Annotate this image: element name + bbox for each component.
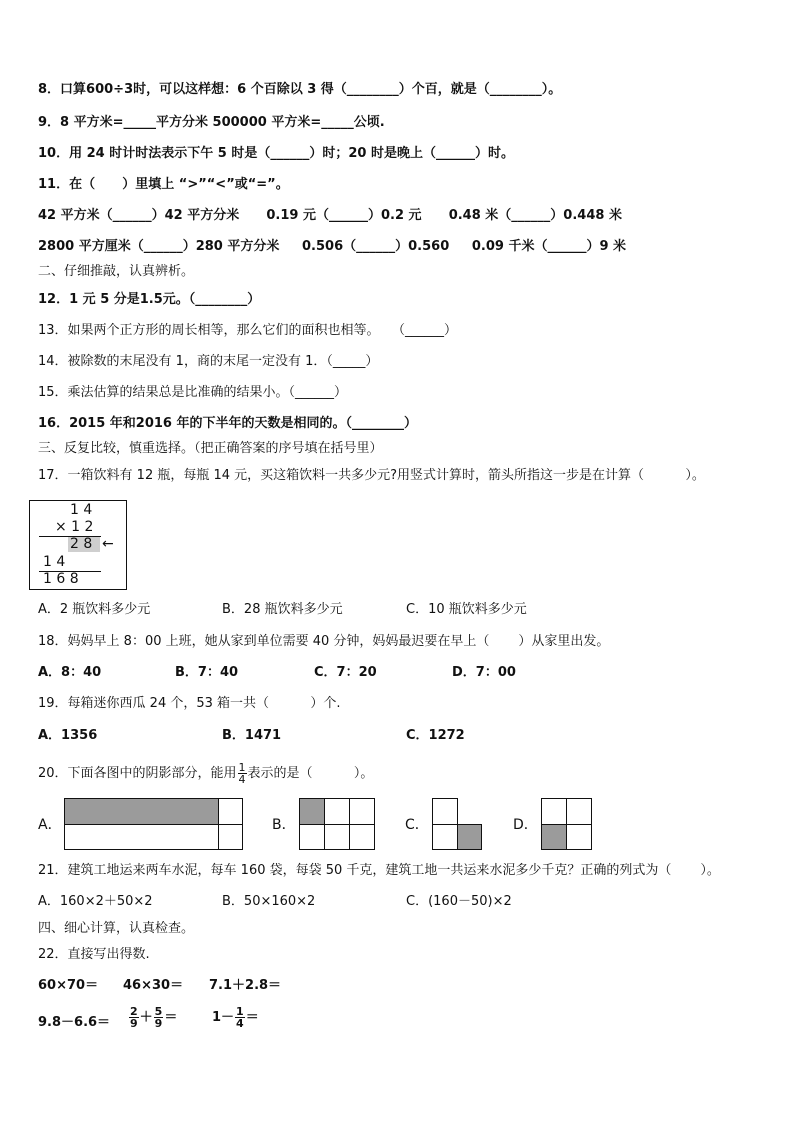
equals-sign: ＝ [245,1010,259,1025]
figure-b-cell [299,798,325,825]
calc-row-3: 2 8 [70,536,93,552]
figure-c-cell [457,824,482,850]
option-21-a: A．160×2＋50×2 [38,894,153,909]
option-17-c: C．10 瓶饮料多少元 [406,602,527,617]
question-14: 14．被除数的末尾没有 1，商的末尾一定没有 1．（_____） [38,354,379,369]
option-18-a: A．8：40 [38,665,102,680]
figure-a-cell [64,798,219,825]
question-11: 11．在（ ）里填上 “>”“<”或“=”。 [38,177,289,192]
question-22: 22．直接写出得数. [38,947,150,962]
figure-d-cell [566,824,592,850]
question-15: 15．乘法估算的结果总是比准确的结果小。（______） [38,385,348,400]
option-19-a: A．1356 [38,728,98,743]
frac-den: 4 [236,1017,244,1030]
option-17-b: B．28 瓶饮料多少元 [222,602,343,617]
option-21-c: C．(160－50)×2 [406,894,512,909]
figure-b-cell [349,824,375,850]
question-18: 18．妈妈早上 8：00 上班，她从家到单位需要 40 分钟，妈妈最迟要在早上（ ）从家里出发。 [38,634,610,649]
calc-row-5: 1 6 8 [43,571,79,587]
figure-d-label: D． [513,817,538,833]
option-18-d: D．7：00 [452,665,516,680]
option-18-b: B．7：40 [175,665,239,680]
section-4-heading: 四、细心计算，认真检查。 [38,921,195,936]
option-18-c: C．7：20 [314,665,377,680]
frac-num: 1 [238,761,246,774]
calc-item: 7.1＋2.8＝ [209,978,282,993]
question-20 [38,762,373,785]
figure-d [541,798,592,850]
q20-text-pre: 20．下面各图中的阴影部分，能用 [38,766,237,781]
figure-c-cell [432,824,458,850]
frac-num: 1 [236,1005,244,1018]
question-19: 19．每箱迷你西瓜 24 个，53 箱一共（ ）个. [38,696,341,711]
figure-d-cell [541,798,567,825]
figure-d-cell [566,798,592,825]
option-21-b: B．50×160×2 [222,894,316,909]
question-21: 21．建筑工地运来两车水泥，每车 160 袋，每袋 50 千克，建筑工地一共运来水泥多少千克？正确的列式为（ ）。 [38,863,720,878]
question-11-row-1: 42 平方米（______）42 平方分米 0.19 元（______）0.2 元 0.48 米（______）0.448 米 [38,208,622,223]
question-13: 13．如果两个正方形的周长相等，那么它们的面积也相等。 （______） [38,323,457,338]
question-9: 9．8 平方米=_____平方分米 500000 平方米=_____公顷. [38,115,385,130]
calc-item: 46×30＝ [123,978,184,993]
option-17-a: A．2 瓶饮料多少元 [38,602,151,617]
calc-text: 1－ [212,1010,235,1025]
frac-den: 9 [130,1017,138,1030]
equals-sign: ＝ [164,1010,178,1025]
question-12: 12．1 元 5 分是1.5元。（________） [38,292,261,307]
figure-b-cell [299,824,325,850]
figure-a-cell [64,824,219,850]
frac-den: 4 [238,773,246,786]
question-16: 16．2015 年和2016 年的下半年的天数是相同的。（________） [38,416,418,431]
section-2-heading: 二、仔细推敲，认真辨析。 [38,264,195,279]
section-3-heading: 三、反复比较，慎重选择。（把正确答案的序号填在括号里） [38,441,383,456]
calc-item: 9.8－6.6＝ [38,1015,111,1030]
calc-item-fraction-sum [128,1006,177,1029]
calc-item: 60×70＝ [38,978,99,993]
vertical-calculation [29,500,127,590]
figure-b-cell [324,824,350,850]
question-17: 17．一箱饮料有 12 瓶，每瓶 14 元，买这箱饮料一共多少元?用竖式计算时，箭头所指这一步是在计算（ ）。 [38,468,705,483]
question-11-row-2: 2800 平方厘米（______）280 平方分米 0.506（______）0.560 0.09 千米（______）9 米 [38,239,627,254]
fraction-one-quarter [238,762,247,785]
plus-sign: ＋ [139,1010,153,1025]
question-10: 10．用 24 时计时法表示下午 5 时是（______）时；20 时是晚上（______）时。 [38,146,514,161]
figure-b [299,798,375,850]
option-19-c: C．1272 [406,728,465,743]
arrow-left-icon: ← [102,536,114,552]
figure-c-label: C． [405,817,429,833]
question-8: 8．口算600÷3时，可以这样想：6 个百除以 3 得（________）个百，就是（________）。 [38,82,562,97]
calc-row-4: 1 4 [43,554,66,570]
calc-row-1: 1 4 [70,502,93,518]
figure-a-label: A． [38,817,62,833]
figure-b-cell [324,798,350,825]
frac-num: 5 [154,1005,163,1018]
calc-row-2: × 1 2 [55,519,94,535]
figure-a-cell [218,798,243,825]
frac-den: 9 [154,1017,163,1030]
frac-num: 2 [130,1005,138,1018]
figure-b-cell [349,798,375,825]
figure-a [64,798,243,850]
figure-c [432,798,482,850]
figure-d-cell [541,824,567,850]
q20-text-post: 表示的是（ ）。 [247,766,374,781]
option-19-b: B．1471 [222,728,282,743]
figure-c-cell [432,798,458,825]
calc-item-fraction-diff [212,1006,259,1029]
figure-b-label: B． [272,817,296,833]
figure-a-cell [218,824,243,850]
